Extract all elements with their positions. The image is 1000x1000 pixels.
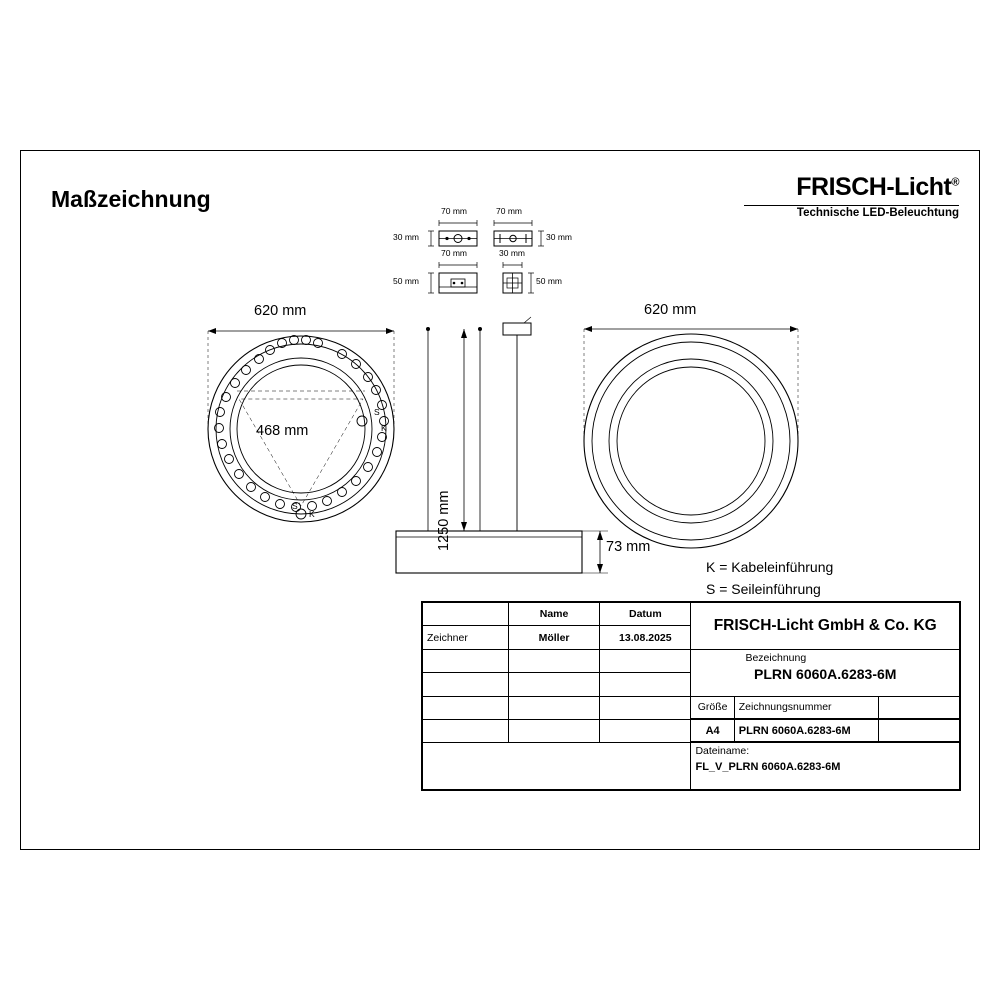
titleblock-empty-5 [423, 673, 509, 696]
page-title: Maßzeichnung [51, 186, 211, 212]
legend [706, 556, 833, 600]
titleblock-empty-13 [508, 719, 599, 742]
titleblock-size-drawingno-cell [691, 696, 960, 719]
titleblock-empty-2 [423, 649, 509, 672]
legend-line-cable: K = Kabeleinführung [706, 559, 834, 575]
title-block [421, 601, 961, 791]
detail1-width-label: 70 mm [441, 206, 467, 216]
detail3-width-label: 70 mm [441, 248, 467, 258]
titleblock-empty-14 [600, 719, 691, 742]
brand-logo-text [796, 173, 959, 202]
titleblock-empty-12 [423, 719, 509, 742]
detail-cable-entry-side-view [494, 220, 544, 246]
titleblock-size-drawingno-values [691, 719, 960, 742]
detail2-width-label: 70 mm [496, 206, 522, 216]
titleblock-filename-cell [691, 743, 960, 790]
titleblock-company [691, 603, 960, 650]
titleblock-drawer-label: Zeichner [423, 626, 509, 649]
titleblock-drawer-date: 13.08.2025 [600, 626, 691, 649]
titleblock-empty-3 [508, 649, 599, 672]
titleblock-empty-16 [423, 743, 691, 790]
detail-sketches [391, 201, 571, 301]
detail3-height-label: 50 mm [393, 276, 419, 286]
titleblock-filename-label: Dateiname: [695, 745, 750, 758]
legend-line-rope: S = Seileinführung [706, 581, 821, 597]
titleblock-empty-8 [423, 696, 509, 719]
detail-cable-entry-top-view [428, 220, 477, 246]
titleblock-empty-10 [600, 696, 691, 719]
body-height-label: 73 mm [606, 539, 651, 555]
marker-k-right: K [381, 423, 387, 433]
titleblock-empty-9 [508, 696, 599, 719]
logo-divider [744, 205, 959, 206]
titleblock-designation-label: Bezeichnung [745, 651, 807, 664]
detail4-height-label: 50 mm [536, 276, 562, 286]
bottom-view-drawing [566, 302, 816, 571]
titleblock-drawer-name: Möller [508, 626, 599, 649]
titleblock-filename-value: FL_V_PLRN 6060A.6283-6M [695, 761, 841, 774]
marker-s-right: S [374, 407, 380, 417]
titleblock-empty-6 [508, 673, 599, 696]
titleblock-col-date: Datum [600, 603, 691, 626]
titleblock-empty-1 [423, 603, 509, 626]
titleblock-company-text: FRISCH-Licht GmbH & Co. KG [713, 616, 937, 634]
titleblock-size-label: Größe [691, 697, 734, 719]
brand-tagline: Technische LED-Beleuchtung [796, 207, 959, 219]
detail1-height-label: 30 mm [393, 232, 419, 242]
suspension-height-label: 1250 mm [436, 490, 452, 551]
titleblock-empty-11 [879, 697, 959, 719]
titleblock-col-name: Name [508, 603, 599, 626]
detail-rope-entry-front-view [428, 262, 477, 293]
brand-logo [744, 173, 959, 219]
brand-logo-name: FRISCH-Licht [796, 173, 952, 201]
marker-k-bottom: K [309, 509, 315, 519]
titleblock-designation-cell [691, 649, 960, 696]
registered-trademark-icon: ® [951, 176, 959, 189]
titleblock-size-value: A4 [691, 720, 734, 742]
outer-diameter-label: 620 mm [254, 303, 307, 319]
titleblock-drawingno-label: Zeichnungsnummer [734, 697, 878, 719]
titleblock-empty-4 [600, 649, 691, 672]
detail2-height-label: 30 mm [546, 232, 572, 242]
titleblock-designation-value: PLRN 6060A.6283-6M [754, 665, 897, 682]
right-outer-diameter-label: 620 mm [644, 302, 697, 318]
titleblock-empty-7 [600, 673, 691, 696]
detail4-width-label: 30 mm [499, 248, 525, 258]
inner-diameter-label: 468 mm [256, 423, 309, 439]
detail-rope-entry-section-view [503, 262, 534, 293]
titleblock-drawingno-value: PLRN 6060A.6283-6M [734, 720, 878, 742]
drawing-sheet [20, 150, 980, 850]
marker-s-bottom: S [292, 501, 298, 511]
titleblock-empty-15 [879, 720, 959, 742]
